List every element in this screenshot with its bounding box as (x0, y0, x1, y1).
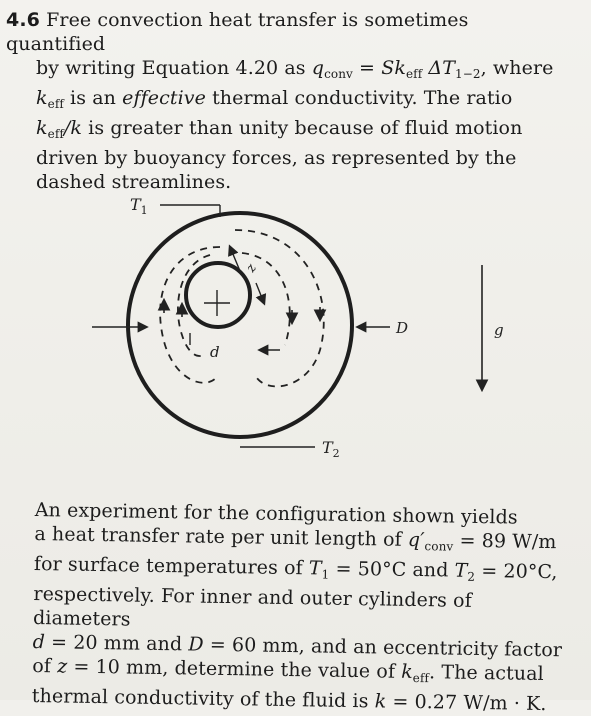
text-line: thermal conductivity of the fluid is (31, 684, 375, 713)
problem-number: 4.6 (6, 9, 40, 31)
math-symbol: z (56, 655, 68, 678)
text-line: = 0.27 W/m · K. (386, 690, 547, 716)
text-line: is greater than unity because of fluid motion (82, 117, 523, 139)
text-line: An experiment for the configuration shown yields (34, 498, 518, 529)
math-symbol: q (311, 57, 325, 79)
math-symbol: k (374, 690, 387, 713)
subscript: eff (412, 670, 430, 686)
subscript: eff (47, 127, 64, 141)
text-line: thermal conductivity. The ratio (205, 87, 513, 109)
subscript: eff (405, 67, 423, 81)
streamline-left (160, 247, 220, 383)
math-symbol: = S (352, 57, 395, 79)
label-g: g (494, 321, 504, 339)
math-symbol: ΔT (422, 57, 455, 79)
subscript: conv (424, 539, 454, 554)
subscript: 1−2 (455, 67, 481, 81)
math-symbol: /k (63, 117, 83, 139)
subscript: 1 (321, 567, 330, 582)
label-d: d (210, 343, 220, 361)
label-T1: $T_1$ (130, 195, 148, 217)
math-symbol: T (308, 557, 322, 580)
math-symbol: d (32, 630, 46, 654)
text-line: respectively. For inner and outer cylinders of diameters (32, 582, 472, 631)
math-symbol: k (36, 117, 48, 139)
text-line: = 20°C, (475, 559, 558, 584)
text-line: driven by buoyancy forces, as represented by the (36, 147, 517, 169)
problem-statement-part1 (6, 8, 566, 194)
eccentric-cylinders-figure (70, 185, 510, 475)
text-line: a heat transfer rate per unit length of (34, 522, 409, 551)
subscript: 2 (467, 569, 476, 584)
math-symbol: k (401, 660, 413, 683)
emphasis-text: effective (122, 87, 206, 109)
text-line: , where (480, 57, 554, 79)
math-symbol: k (36, 87, 48, 109)
outer-cylinder (128, 213, 352, 437)
text-line: = 10 mm, determine the value of (67, 655, 402, 683)
text-line: = 60 mm, and an eccentricity factor (203, 633, 563, 662)
text-line: is an (63, 87, 123, 109)
text-line: Free convection heat transfer is sometimes quantified (6, 9, 469, 55)
text-line: of (32, 654, 58, 678)
text-line: for surface temperatures of (33, 552, 310, 580)
problem-statement-part2 (32, 498, 575, 716)
text-line: by writing Equation 4.20 as (36, 57, 312, 79)
label-z: z (243, 261, 260, 275)
subscript: conv (324, 67, 353, 81)
text-line: dashed streamlines. (36, 171, 232, 193)
text-line: = 20 mm and (44, 631, 189, 656)
math-symbol: T (454, 559, 468, 582)
inner-cylinder (186, 263, 250, 327)
label-T2: $T_2$ (322, 438, 340, 460)
text-line: . The actual (428, 661, 544, 686)
math-symbol: k (394, 57, 406, 79)
math-symbol: D (188, 633, 204, 656)
figure-svg (70, 185, 510, 475)
label-D: D (396, 319, 409, 337)
text-line: = 50°C and (329, 557, 455, 582)
subscript: eff (47, 97, 64, 111)
math-symbol: q′ (407, 528, 425, 552)
text-line: = 89 W/m (453, 529, 557, 554)
